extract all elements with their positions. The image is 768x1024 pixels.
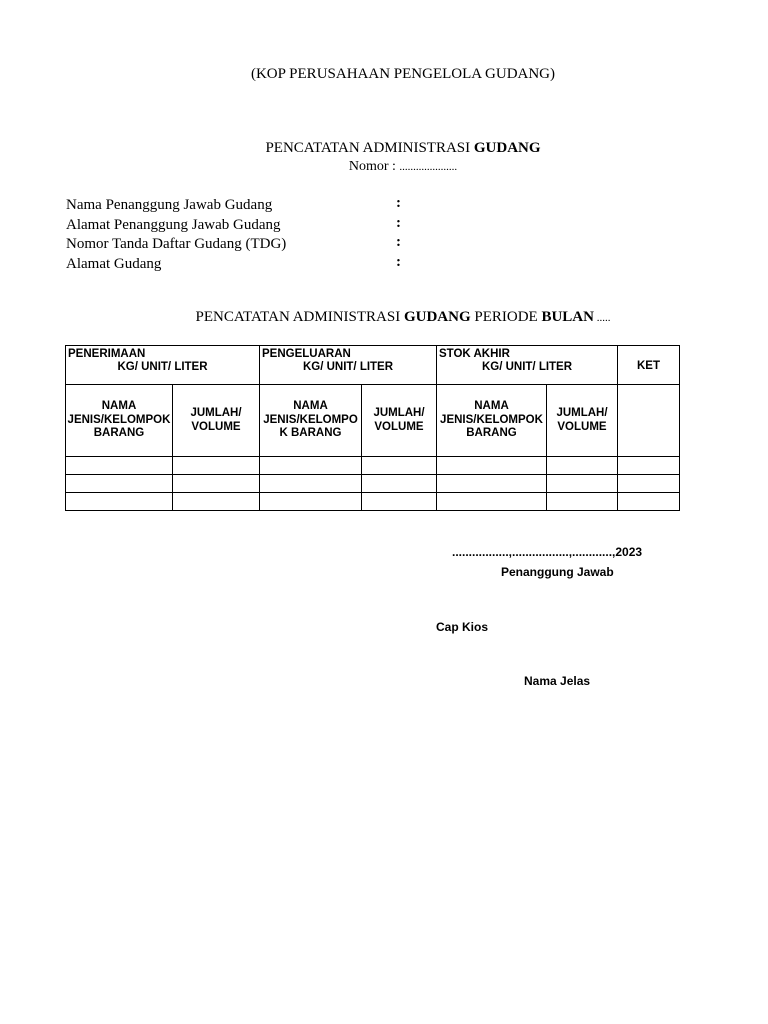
info-label: Nama Penanggung Jawab Gudang	[66, 197, 273, 213]
document-number	[0, 159, 768, 175]
subheader-quantity-stock: JUMLAH/ VOLUME	[547, 385, 618, 457]
table-cell[interactable]	[618, 493, 680, 511]
subheader-quantity-in: JUMLAH/ VOLUME	[173, 385, 260, 457]
header-ket: KET	[618, 346, 680, 385]
info-fields	[66, 196, 426, 274]
info-colon: :	[396, 234, 401, 250]
info-row-warehouse-address	[66, 255, 426, 275]
header-group-unit: KG/ UNIT/ LITER	[481, 361, 573, 373]
document-title-bold: GUDANG	[473, 140, 541, 156]
period-title	[0, 309, 768, 326]
table-cell[interactable]	[437, 475, 547, 493]
table-cell[interactable]	[547, 457, 618, 475]
table-cell[interactable]	[66, 457, 173, 475]
table-row	[66, 457, 680, 475]
signature-stamp: Cap Kios	[436, 620, 489, 634]
info-label: Alamat Gudang	[66, 255, 162, 272]
period-title-prefix: PENCATATAN ADMINISTRASI	[195, 309, 404, 325]
info-colon: :	[396, 195, 401, 211]
header-pengeluaran	[260, 346, 437, 385]
info-row-responsible-name	[66, 196, 426, 216]
document-title-prefix: PENCATATAN ADMINISTRASI	[265, 140, 474, 156]
table-cell[interactable]	[618, 457, 680, 475]
table-cell[interactable]	[260, 493, 362, 511]
company-letterhead: (KOP PERUSAHAAN PENGELOLA GUDANG)	[250, 66, 556, 82]
table-cell[interactable]	[173, 475, 260, 493]
header-stok-akhir	[437, 346, 618, 385]
table-cell[interactable]	[362, 493, 437, 511]
table-cell[interactable]	[618, 475, 680, 493]
subheader-item-name-out: NAMA JENIS/KELOMPO K BARANG	[260, 385, 362, 457]
table-header-row	[66, 346, 680, 385]
header-penerimaan	[66, 346, 260, 385]
document-number-label: Nomor :	[348, 159, 400, 174]
info-colon: :	[396, 214, 401, 231]
subheader-ket-empty	[618, 385, 680, 457]
info-label: Nomor Tanda Daftar Gudang (TDG)	[66, 236, 287, 252]
period-title-bulan: BULAN	[541, 309, 594, 325]
period-title-gudang: GUDANG	[403, 309, 471, 325]
info-row-responsible-address	[66, 216, 426, 236]
info-row-tdg-number	[66, 235, 426, 255]
table-cell[interactable]	[260, 475, 362, 493]
info-label: Alamat Penanggung Jawab Gudang	[66, 216, 281, 233]
header-group-title: PENERIMAAN	[68, 348, 146, 360]
table-cell[interactable]	[66, 475, 173, 493]
table-cell[interactable]	[66, 493, 173, 511]
table-cell[interactable]	[547, 493, 618, 511]
table-cell[interactable]	[547, 475, 618, 493]
info-colon: :	[396, 253, 401, 270]
table-cell[interactable]	[362, 475, 437, 493]
signature-name: Nama Jelas	[524, 674, 591, 688]
period-title-middle: PERIODE	[470, 309, 542, 325]
table-cell[interactable]	[437, 457, 547, 475]
header-group-unit: KG/ UNIT/ LITER	[117, 361, 208, 373]
table-row	[66, 493, 680, 511]
document-number-dots: .....................	[399, 161, 458, 173]
subheader-item-name-in: NAMA JENIS/KELOMPOK BARANG	[66, 385, 173, 457]
table-cell[interactable]	[437, 493, 547, 511]
signature-role: Penanggung Jawab	[501, 565, 614, 579]
table-cell[interactable]	[362, 457, 437, 475]
document-title	[0, 140, 768, 157]
subheader-item-name-stock: NAMA JENIS/KELOMPOK BARANG	[437, 385, 547, 457]
table-cell[interactable]	[173, 493, 260, 511]
table-cell[interactable]	[173, 457, 260, 475]
table-subheader-row	[66, 385, 680, 457]
table-cell[interactable]	[260, 457, 362, 475]
header-group-unit: KG/ UNIT/ LITER	[302, 361, 394, 373]
header-group-title: PENGELUARAN	[262, 348, 351, 360]
header-group-title: STOK AKHIR	[439, 348, 510, 360]
period-title-dots: .....	[593, 312, 611, 324]
subheader-quantity-out: JUMLAH/ VOLUME	[362, 385, 437, 457]
table-row	[66, 475, 680, 493]
warehouse-record-table	[65, 345, 680, 511]
signature-date-line: .................,.................,............,2023	[452, 545, 643, 559]
